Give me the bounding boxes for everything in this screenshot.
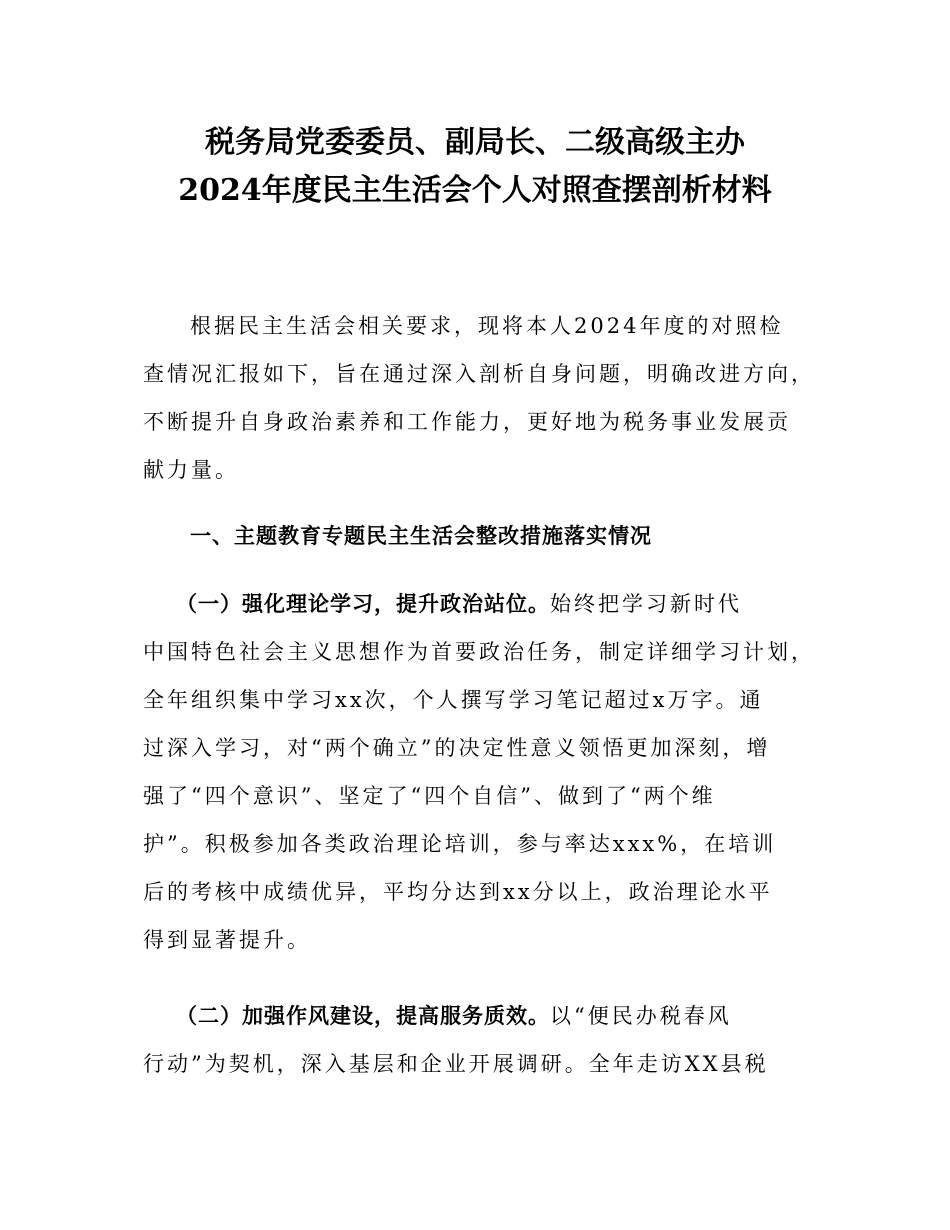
item-1-first-rest: 始终把学习新时代 [550, 592, 742, 616]
intro-paragraph-line: 不断提升自身政治素养和工作能力，更好地为税务事业发展贡 [143, 410, 791, 434]
document-title-line-1: 税务局党委委员、副局长、二级高级主办 [205, 125, 745, 160]
item-2-line: 行动”为契机，深入基层和企业开展调研。全年走访XX县税 [143, 1052, 769, 1076]
intro-paragraph-line: 献力量。 [143, 458, 239, 482]
item-1-line: 强了“四个意识”、坚定了“四个自信”、做到了“两个维 [143, 784, 716, 808]
document-title-line-2: 2024年度民主生活会个人对照查摆剖析材料 [178, 173, 772, 208]
item-1-line: 过深入学习，对“两个确立”的决定性意义领悟更加深刻，增 [143, 736, 771, 760]
item-1-line: 中国特色社会主义思想作为首要政治任务，制定详细学习计划， [143, 640, 815, 664]
item-2-lead: （二）加强作风建设，提高服务质效。 [176, 1004, 550, 1028]
section-heading: 一、主题教育专题民主生活会整改措施落实情况 [190, 524, 652, 548]
item-1-line: 后的考核中成绩优异，平均分达到xx分以上，政治理论水平 [143, 880, 773, 904]
item-1-line: 全年组织集中学习xx次，个人撰写学习笔记超过x万字。通 [143, 688, 764, 712]
item-2-first-rest: 以“便民办税春风 [550, 1004, 732, 1028]
item-2-first-line [176, 1000, 732, 1032]
item-1-line: 得到显著提升。 [143, 928, 311, 952]
item-1-first-line [176, 588, 742, 620]
intro-paragraph-line: 根据民主生活会相关要求，现将本人2024年度的对照检 [190, 314, 784, 338]
intro-paragraph-line: 查情况汇报如下，旨在通过深入剖析自身问题，明确改进方向， [143, 362, 815, 386]
item-1-line: 护”。积极参加各类政治理论培训，参与率达xxx%，在培训 [143, 832, 777, 856]
item-1-lead: （一）强化理论学习，提升政治站位。 [176, 592, 550, 616]
